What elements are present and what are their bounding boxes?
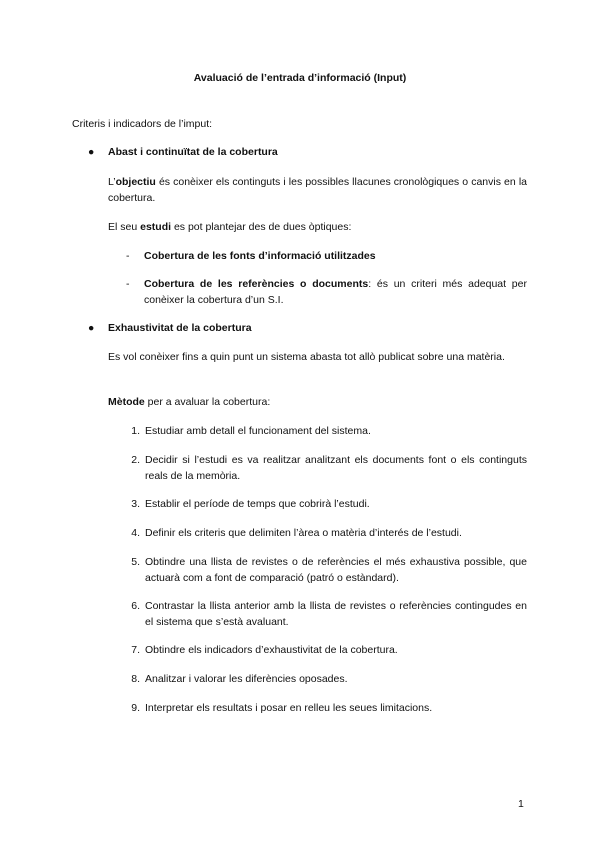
objective-keyword: objectiu <box>115 176 156 188</box>
list-item-text: Definir els criteris que delimiten l’àrea o matèria d’interés de l’estudi. <box>145 527 462 539</box>
list-item <box>126 453 527 484</box>
study-prefix: El seu <box>108 221 141 233</box>
list-item <box>126 643 527 659</box>
section-heading-abast <box>88 146 278 158</box>
list-number: 5. <box>131 556 140 568</box>
list-item <box>126 424 527 440</box>
method-text: per a avaluar la cobertura: <box>144 396 271 408</box>
objective-text: és conèixer els continguts i les possibles llacunes cronològiques o canvis en la cobertura. <box>108 176 527 204</box>
list-item-text: Interpretar els resultats i posar en relleu les seues limitacions. <box>145 702 433 714</box>
list-item <box>126 526 527 542</box>
list-item-text: Analitzar i valorar les diferències oposades. <box>145 673 348 685</box>
method-paragraph <box>108 395 527 411</box>
method-keyword: Mètode <box>108 396 145 408</box>
list-number: 1. <box>131 425 140 437</box>
list-item-text: Contrastar la llista anterior amb la llista de revistes o referències contingudes en el sistema que s’està avaluant. <box>145 600 527 628</box>
dash-item-referencies <box>126 277 527 308</box>
dash-icon: - <box>126 250 130 262</box>
page-title: Avaluació de l’entrada d’informació (Input) <box>193 72 407 84</box>
section-heading-exhaustivitat <box>88 322 252 334</box>
dash-item-text: Cobertura de les fonts d’informació utilitzades <box>144 250 376 262</box>
list-number: 4. <box>131 527 140 539</box>
intro-text: Criteris i indicadors de l’imput: <box>72 118 213 130</box>
list-item-text: Decidir si l’estudi es va realitzar analitzant els documents font o els continguts reals de la memòria. <box>145 454 527 482</box>
section-heading-text: Abast i continuïtat de la cobertura <box>108 146 278 158</box>
list-number: 6. <box>131 600 140 612</box>
list-item-text: Obtindre una llista de revistes o de referències el més exhaustiva possible, que actuarà com a font de comparació (patró o estàndard). <box>145 556 527 584</box>
objective-paragraph <box>108 175 527 206</box>
list-number: 2. <box>131 454 140 466</box>
list-number: 9. <box>131 702 140 714</box>
study-text: es pot plantejar des de dues òptiques: <box>171 221 352 233</box>
list-item-text: Estudiar amb detall el funcionament del sistema. <box>145 425 371 437</box>
bullet-icon: ● <box>88 322 95 334</box>
list-number: 3. <box>131 498 140 510</box>
list-item-text: Establir el període de temps que cobrirà l’estudi. <box>145 498 370 510</box>
list-item <box>126 497 527 513</box>
section-heading-text: Exhaustivitat de la cobertura <box>108 322 252 334</box>
list-item <box>126 599 527 630</box>
bullet-icon: ● <box>88 146 95 158</box>
study-keyword: estudi <box>140 221 172 233</box>
list-item-text: Obtindre els indicadors d’exhaustivitat de la cobertura. <box>145 644 398 656</box>
list-item <box>126 555 527 586</box>
study-paragraph <box>108 220 527 236</box>
list-number: 7. <box>131 644 140 656</box>
page-number: 1 <box>518 798 524 810</box>
exhaustivitat-paragraph: Es vol conèixer fins a quin punt un sistema abasta tot allò publicat sobre una matèria. <box>108 351 505 363</box>
list-item <box>126 672 527 688</box>
dash-icon: - <box>126 278 130 290</box>
dash-item-fonts <box>126 249 527 265</box>
list-item <box>126 701 527 717</box>
dash-item-keyword: Cobertura de les referències o documents <box>144 278 369 290</box>
objective-prefix: L’ <box>108 176 116 188</box>
dash-item-text: : és un criteri més adequat per conèixer la cobertura d’un S.I. <box>144 278 527 306</box>
list-number: 8. <box>131 673 140 685</box>
